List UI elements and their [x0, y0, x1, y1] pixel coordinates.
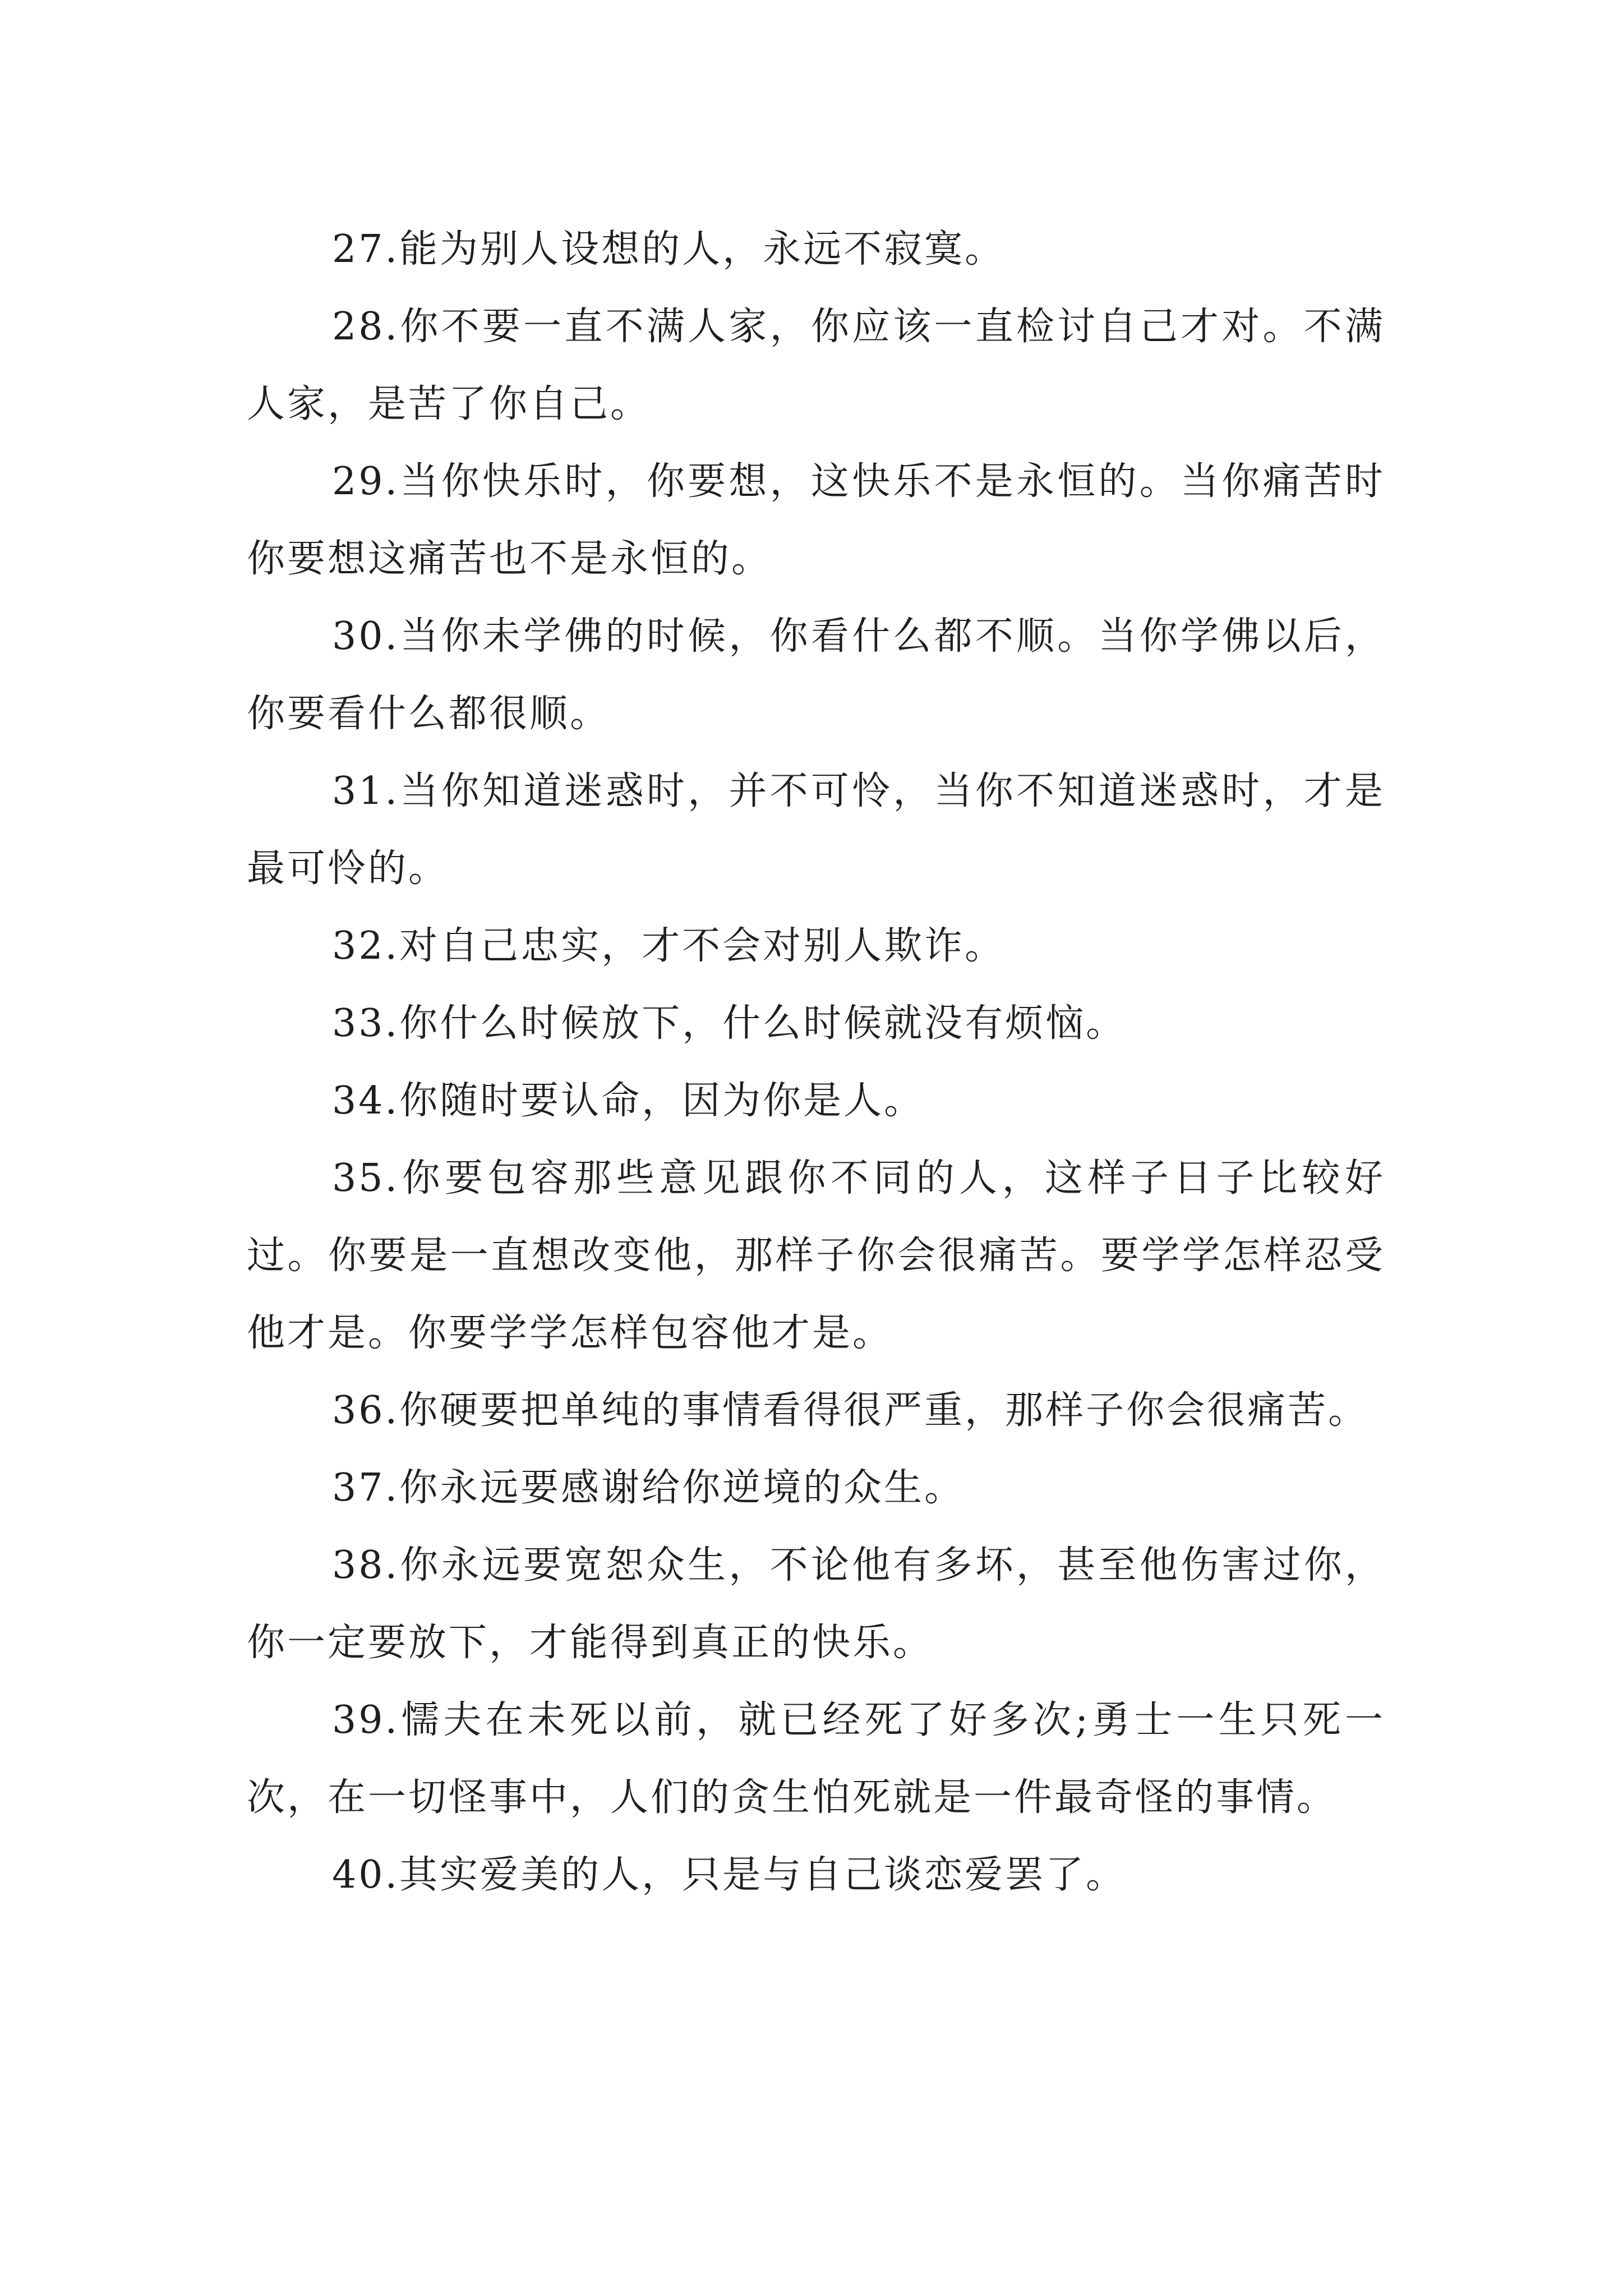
paragraph-40: 40.其实爱美的人，只是与自己谈恋爱罢了。 — [332, 1853, 1127, 1897]
paragraph-33: 33.你什么时候放下，什么时候就没有烦恼。 — [332, 1001, 1127, 1046]
paragraph-38: 38.你永远要宽恕众生，不论他有多坏，甚至他伤害过你，你一定要放下，才能得到真正的快乐。 — [247, 1543, 1385, 1665]
paragraph-34: 34.你随时要认命，因为你是人。 — [332, 1079, 925, 1123]
paragraph-29: 29.当你快乐时，你要想，这快乐不是永恒的。当你痛苦时你要想这痛苦也不是永恒的。 — [247, 459, 1385, 581]
document-body — [247, 211, 1385, 1914]
paragraph-28: 28.你不要一直不满人家，你应该一直检讨自己才对。不满人家，是苦了你自己。 — [247, 305, 1385, 426]
paragraph-35: 35.你要包容那些意见跟你不同的人，这样子日子比较好过。你要是一直想改变他，那样子你会很痛苦。要学学怎样忍受他才是。你要学学怎样包容他才是。 — [247, 1156, 1385, 1355]
paragraph-31: 31.当你知道迷惑时，并不可怜，当你不知道迷惑时，才是最可怜的。 — [247, 769, 1385, 891]
paragraph-27: 27.能为别人设想的人，永远不寂寞。 — [332, 227, 1006, 272]
paragraph-36: 36.你硬要把单纯的事情看得很严重，那样子你会很痛苦。 — [332, 1388, 1369, 1433]
paragraph-37: 37.你永远要感谢给你逆境的众生。 — [332, 1466, 965, 1510]
paragraph-39: 39.懦夫在未死以前，就已经死了好多次;勇士一生只死一次，在一切怪事中，人们的贪生怕死就是一件最奇怪的事情。 — [247, 1698, 1385, 1820]
paragraph-32: 32.对自己忠实，才不会对别人欺诈。 — [332, 924, 1006, 968]
paragraph-30: 30.当你未学佛的时候，你看什么都不顺。当你学佛以后，你要看什么都很顺。 — [247, 614, 1385, 736]
